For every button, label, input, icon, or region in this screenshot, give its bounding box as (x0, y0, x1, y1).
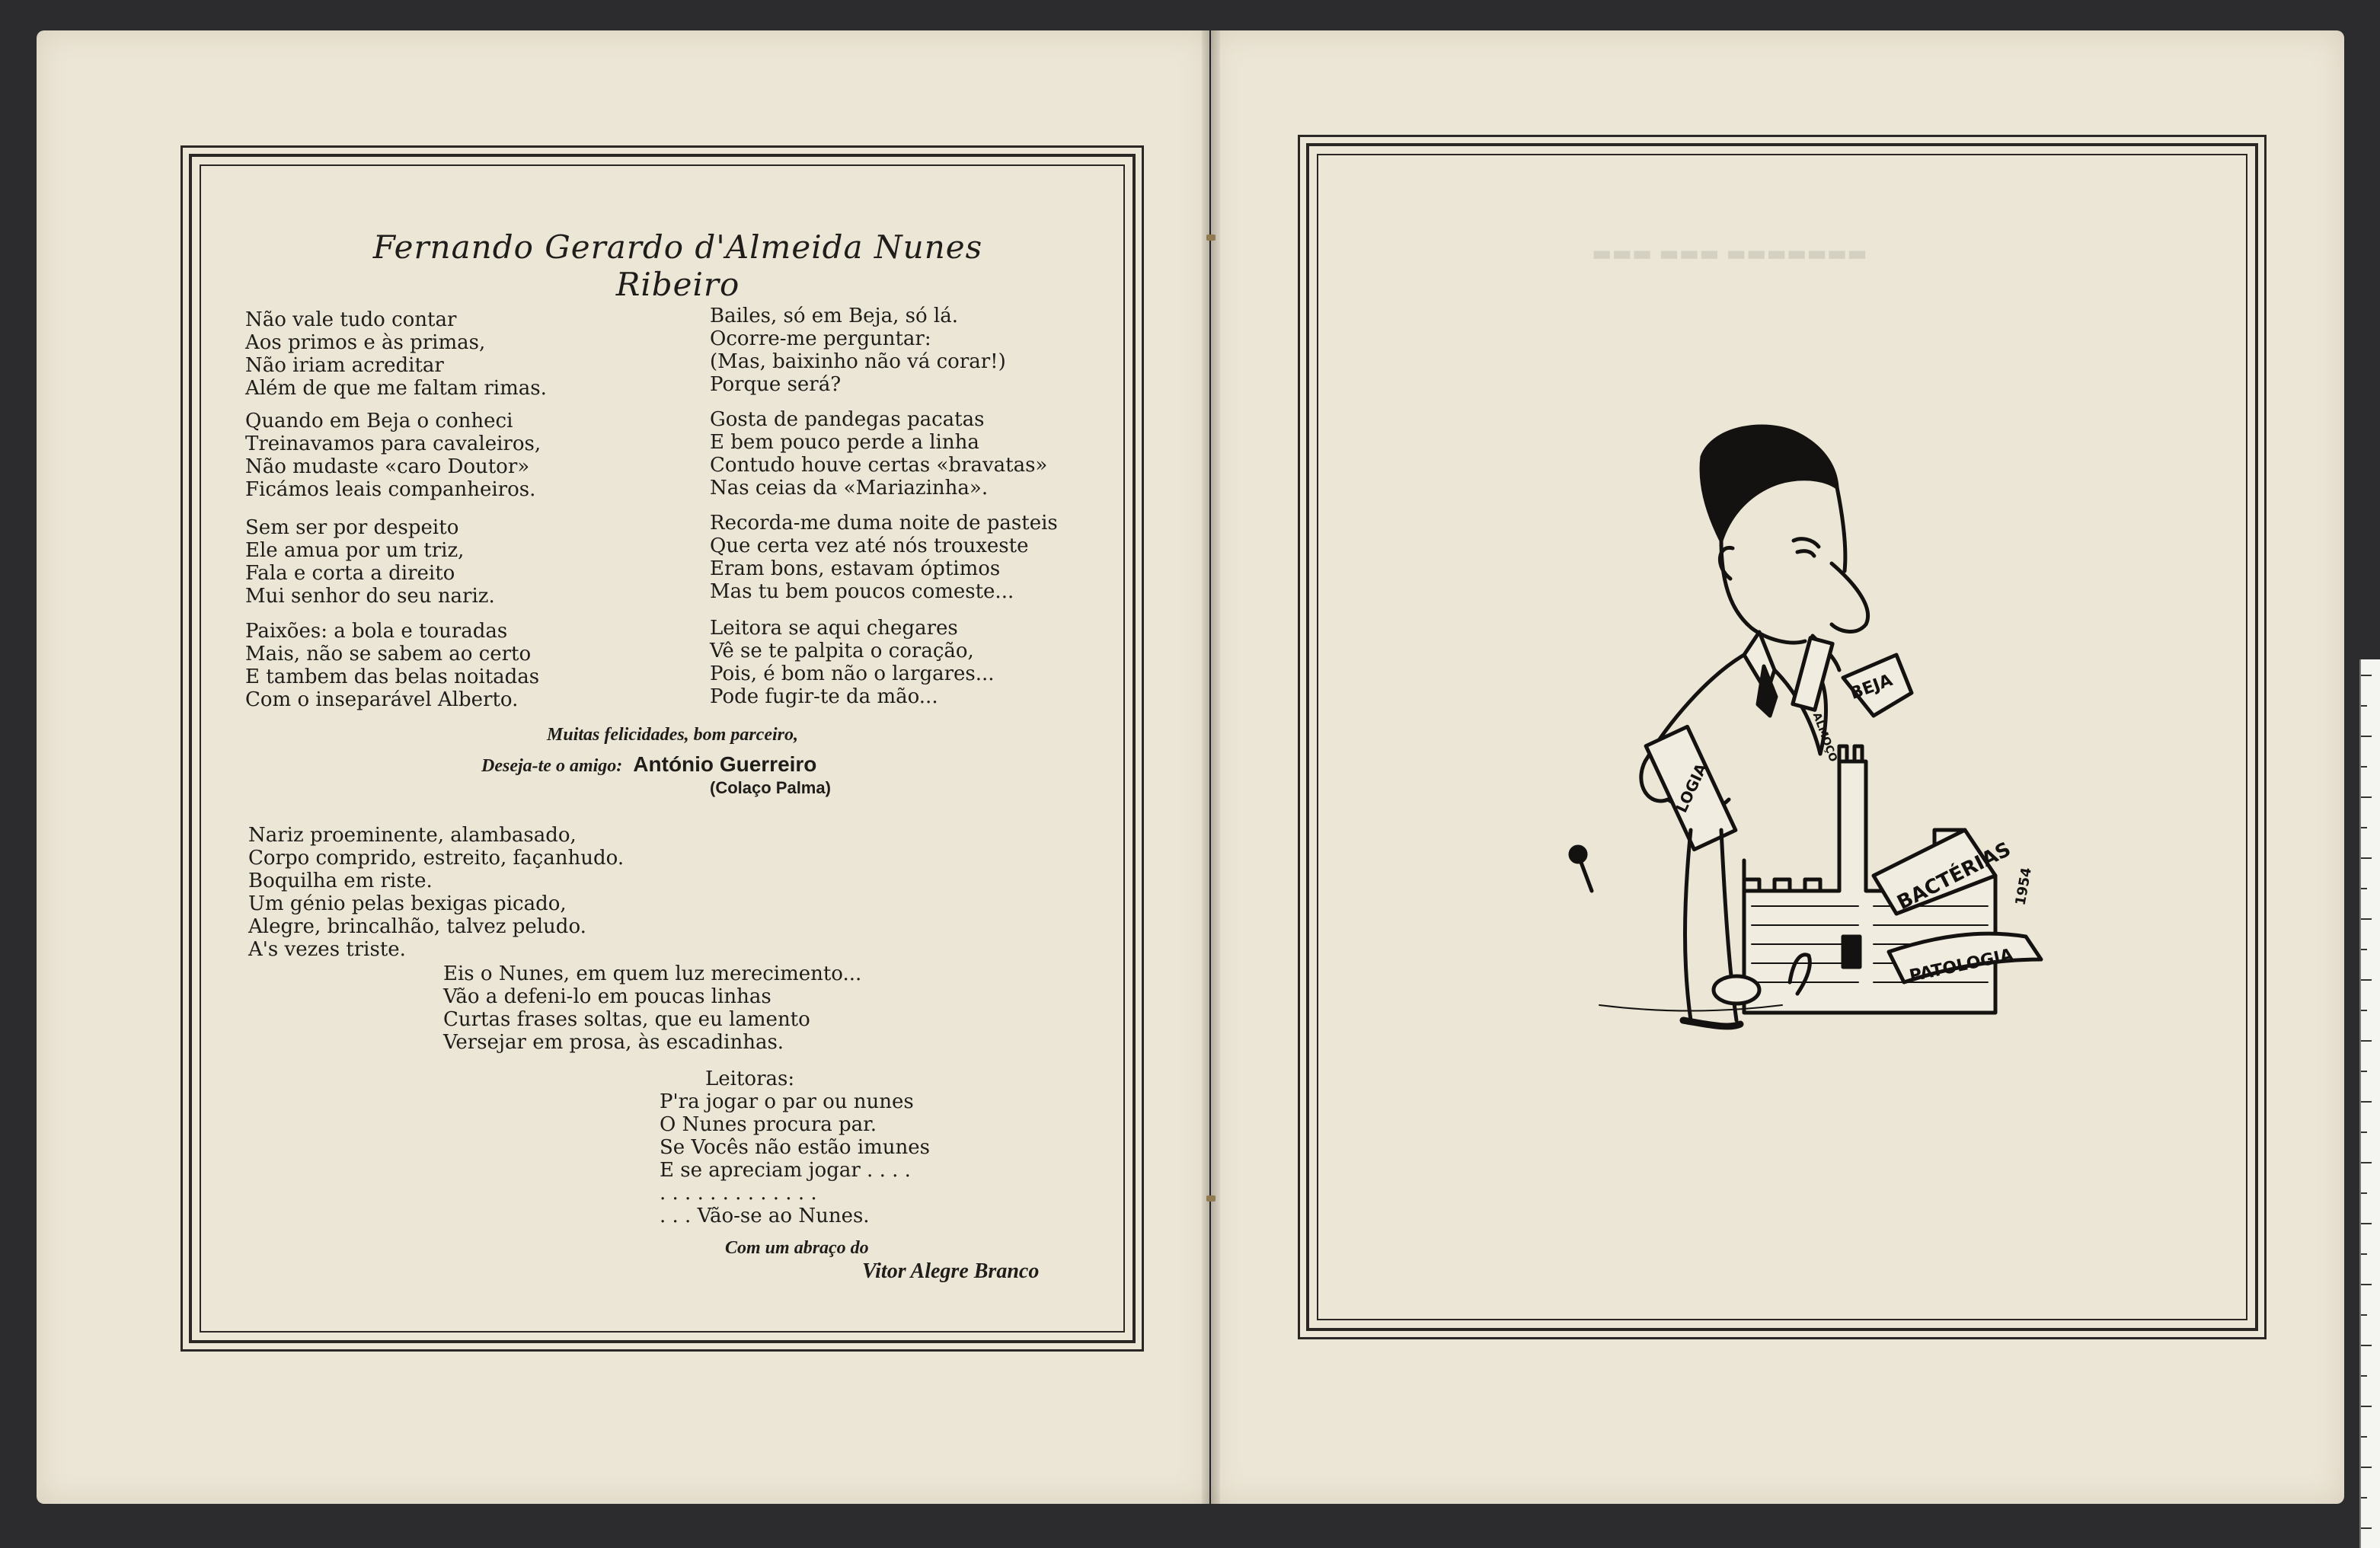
verse-block-c (660, 1090, 930, 1227)
verse-line: Boquilha em riste. (248, 870, 433, 892)
verse-line: Eis o Nunes, em quem luz merecimento... (443, 962, 862, 985)
ruler-tick (2361, 1223, 2372, 1224)
verse-line: Paixões: a bola e touradas (245, 620, 508, 643)
ruler-tick (2361, 1040, 2372, 1042)
stanza-left-2 (245, 410, 541, 501)
verse-line: Leitora se aqui chegares (710, 617, 958, 640)
artist-signature: 1954 (2012, 866, 2035, 907)
banner-beja-text: BEJA (1848, 671, 1896, 704)
verse-line: . . . . . . . . . . . . . (660, 1182, 817, 1205)
verse-block-a (248, 824, 624, 961)
staple-top (1206, 235, 1216, 241)
ruler-tick (2361, 1192, 2367, 1194)
ruler-tick (2361, 1375, 2367, 1377)
signature-1-name: António Guerreiro (633, 752, 817, 776)
verse-line: Eram bons, estavam óptimos (710, 557, 1001, 580)
book-gutter (1202, 30, 1220, 1504)
verse-line: Quando em Beja o conheci (245, 410, 513, 432)
signature-1-line1: Muitas felicidades, bom parceiro, (547, 725, 798, 745)
verse-line: E tambem das belas noitadas (245, 665, 540, 688)
banner-small-text: ALMOÇO (1810, 710, 1840, 764)
verse-line: P'ra jogar o par ou nunes (660, 1090, 914, 1113)
verse-line: E se apreciam jogar . . . . (660, 1159, 911, 1182)
verse-line: Sem ser por despeito (245, 516, 459, 539)
ruler-tick (2361, 1406, 2372, 1407)
book-label-text: LOGIA (1672, 760, 1711, 815)
verse-line: Além de que me faltam rimas. (245, 377, 547, 400)
verse-line: Vão a defeni-lo em poucas linhas (443, 985, 772, 1008)
signature-2-name: Vitor Alegre Branco (862, 1259, 1040, 1283)
stanza-left-1 (245, 308, 547, 400)
ruler-tick (2361, 796, 2372, 798)
verse-line: Mais, não se sabem ao certo (245, 643, 532, 665)
verse-line: Gosta de pandegas pacatas (710, 408, 985, 431)
verse-line: E bem pouco perde a linha (710, 431, 979, 454)
ruler-tick (2361, 1527, 2372, 1529)
verse-line: Vê se te palpita o coração, (710, 640, 974, 662)
ruler-tick (2361, 736, 2372, 737)
verse-line: (Mas, baixinho não vá corar!) (710, 350, 1006, 373)
ruler-tick (2361, 1314, 2367, 1316)
verse-line: Que certa vez até nós trouxeste (710, 535, 1029, 557)
stanza-right-2 (710, 408, 1047, 500)
verse-line: Um génio pelas bexigas picado, (248, 892, 567, 915)
verse-line: Nas ceias da «Mariazinha». (710, 477, 989, 500)
staple-bottom (1206, 1195, 1216, 1202)
ruler-tick (2361, 1101, 2372, 1103)
ruler-tick (2361, 1071, 2367, 1072)
verse-line: O Nunes procura par. (660, 1113, 877, 1136)
verse-block-b (443, 962, 861, 1054)
ruler-tick (2361, 675, 2372, 676)
ruler-tick (2361, 1467, 2372, 1468)
show-through-title: ▬▬▬ ▬▬▬ ▬▬▬▬▬▬▬ (1592, 241, 1867, 266)
verse-line: Corpo comprido, estreito, façanhudo. (248, 847, 625, 870)
verse-line: Não iriam acreditar (245, 354, 444, 377)
ruler-tick (2361, 705, 2367, 707)
stanza-right-4 (710, 617, 995, 708)
verse-line: Mas tu bem poucos comeste... (710, 580, 1014, 603)
verse-line: . . . Vão-se ao Nunes. (660, 1205, 870, 1227)
signature-1-prefix: Deseja-te o amigo: (481, 756, 623, 776)
verse-line: Fala e corta a direito (245, 562, 455, 585)
verse-line: Bailes, só em Beja, só lá. (710, 305, 958, 327)
scan-ruler (2359, 659, 2380, 1548)
ruler-tick (2361, 888, 2367, 889)
poem-title: Fernando Gerardo d'Almeida Nunes Ribeiro (372, 228, 983, 303)
verse-line: Porque será? (710, 373, 842, 396)
verse-line: Curtas frases soltas, que eu lamento (443, 1008, 810, 1031)
ruler-tick (2361, 949, 2367, 950)
ruler-tick (2361, 1253, 2367, 1255)
verse-line: A's vezes triste. (248, 938, 406, 961)
ruler-tick (2361, 918, 2372, 920)
ruler-tick (2361, 1345, 2372, 1346)
verse-line: Não mudaste «caro Doutor» (245, 455, 530, 478)
stanza-right-1 (710, 305, 1006, 396)
verse-line: Alegre, brincalhão, talvez peludo. (248, 915, 586, 938)
verse-line: Mui senhor do seu nariz. (245, 585, 495, 608)
ruler-tick (2361, 1162, 2372, 1163)
signature-2-line1: Com um abraço do (725, 1238, 869, 1258)
verse-line: Contudo houve certas «bravatas» (710, 454, 1048, 477)
ruler-tick (2361, 1131, 2367, 1133)
verse-line: Pois, é bom não o largares... (710, 662, 995, 685)
stanza-left-4 (245, 620, 539, 711)
verse-line: Versejar em prosa, às escadinhas. (443, 1031, 784, 1054)
ruler-tick (2361, 766, 2367, 768)
verse-line: Ele amua por um triz, (245, 539, 465, 562)
verse-line: Nariz proeminente, alambasado, (248, 824, 577, 847)
stanza-left-3 (245, 516, 495, 608)
ruler-tick (2361, 1010, 2367, 1011)
verse-c-heading: Leitoras: (705, 1068, 795, 1090)
signature-1-alias: (Colaço Palma) (710, 778, 831, 797)
ruler-tick (2361, 1284, 2372, 1285)
verse-line: Treinavamos para cavaleiros, (245, 432, 541, 455)
verse-line: Pode fugir-te da mão... (710, 685, 938, 708)
verse-line: Ficámos leais companheiros. (245, 478, 536, 501)
ruler-tick (2361, 827, 2367, 828)
ruler-tick (2361, 857, 2372, 859)
ruler-tick (2361, 979, 2372, 981)
ruler-tick (2361, 1497, 2367, 1499)
verse-line: Com o inseparável Alberto. (245, 688, 519, 711)
verse-line: Aos primos e às primas, (245, 331, 486, 354)
caricature-illustration (1538, 404, 2087, 1058)
verse-line: Se Vocês não estão imunes (660, 1136, 931, 1159)
verse-line: Ocorre-me perguntar: (710, 327, 931, 350)
ruler-tick (2361, 1436, 2367, 1438)
banner-bacterias-text: BACTÉRIAS (1893, 838, 2015, 915)
verse-line: Não vale tudo contar (245, 308, 457, 331)
stanza-right-3 (710, 512, 1058, 603)
signature-1-line2 (481, 752, 816, 777)
verse-line: Recorda-me duma noite de pasteis (710, 512, 1058, 535)
banner-patologia-text: PATOLOGIA (1907, 945, 2015, 987)
